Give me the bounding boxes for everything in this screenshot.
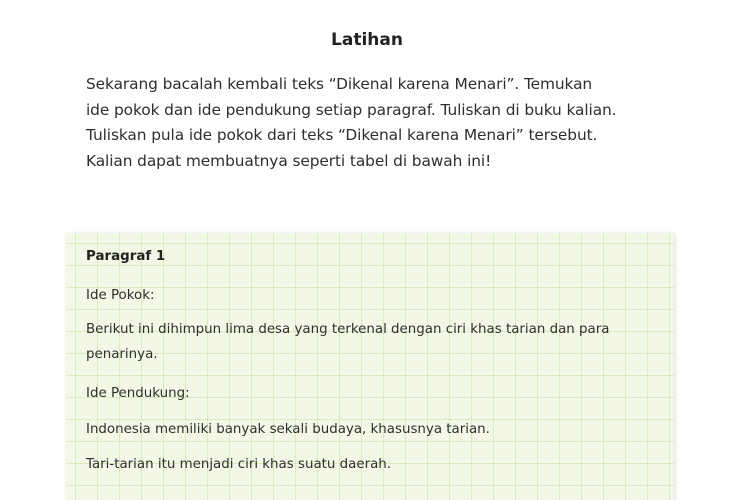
supporting-idea-1: Indonesia memiliki banyak sekali budaya, khasusnya tarian. bbox=[86, 422, 490, 437]
instruction-paragraph bbox=[86, 72, 686, 174]
example-table-card bbox=[66, 233, 674, 500]
main-idea-label: Ide Pokok: bbox=[86, 288, 155, 303]
instruction-line-3: Tuliskan pula ide pokok dari teks “Dikenal karena Menari” tersebut. bbox=[86, 126, 598, 144]
supporting-idea-label: Ide Pendukung: bbox=[86, 386, 190, 401]
paragraph-label: Paragraf 1 bbox=[86, 249, 166, 264]
instruction-line-2: ide pokok dan ide pendukung setiap paragraf. Tuliskan di buku kalian. bbox=[86, 100, 617, 119]
main-idea-line-2: penarinya. bbox=[86, 347, 158, 362]
instruction-line-4: Kalian dapat membuatnya seperti tabel di bawah ini! bbox=[86, 151, 492, 170]
supporting-idea-2: Tari-tarian itu menjadi ciri khas suatu daerah. bbox=[86, 457, 392, 472]
exercise-title: Latihan bbox=[331, 30, 403, 50]
main-idea-line-1: Berikut ini dihimpun lima desa yang terkenal dengan ciri khas tarian dan para bbox=[86, 322, 610, 337]
instruction-line-1: Sekarang bacalah kembali teks “Dikenal karena Menari”. Temukan bbox=[86, 75, 593, 93]
